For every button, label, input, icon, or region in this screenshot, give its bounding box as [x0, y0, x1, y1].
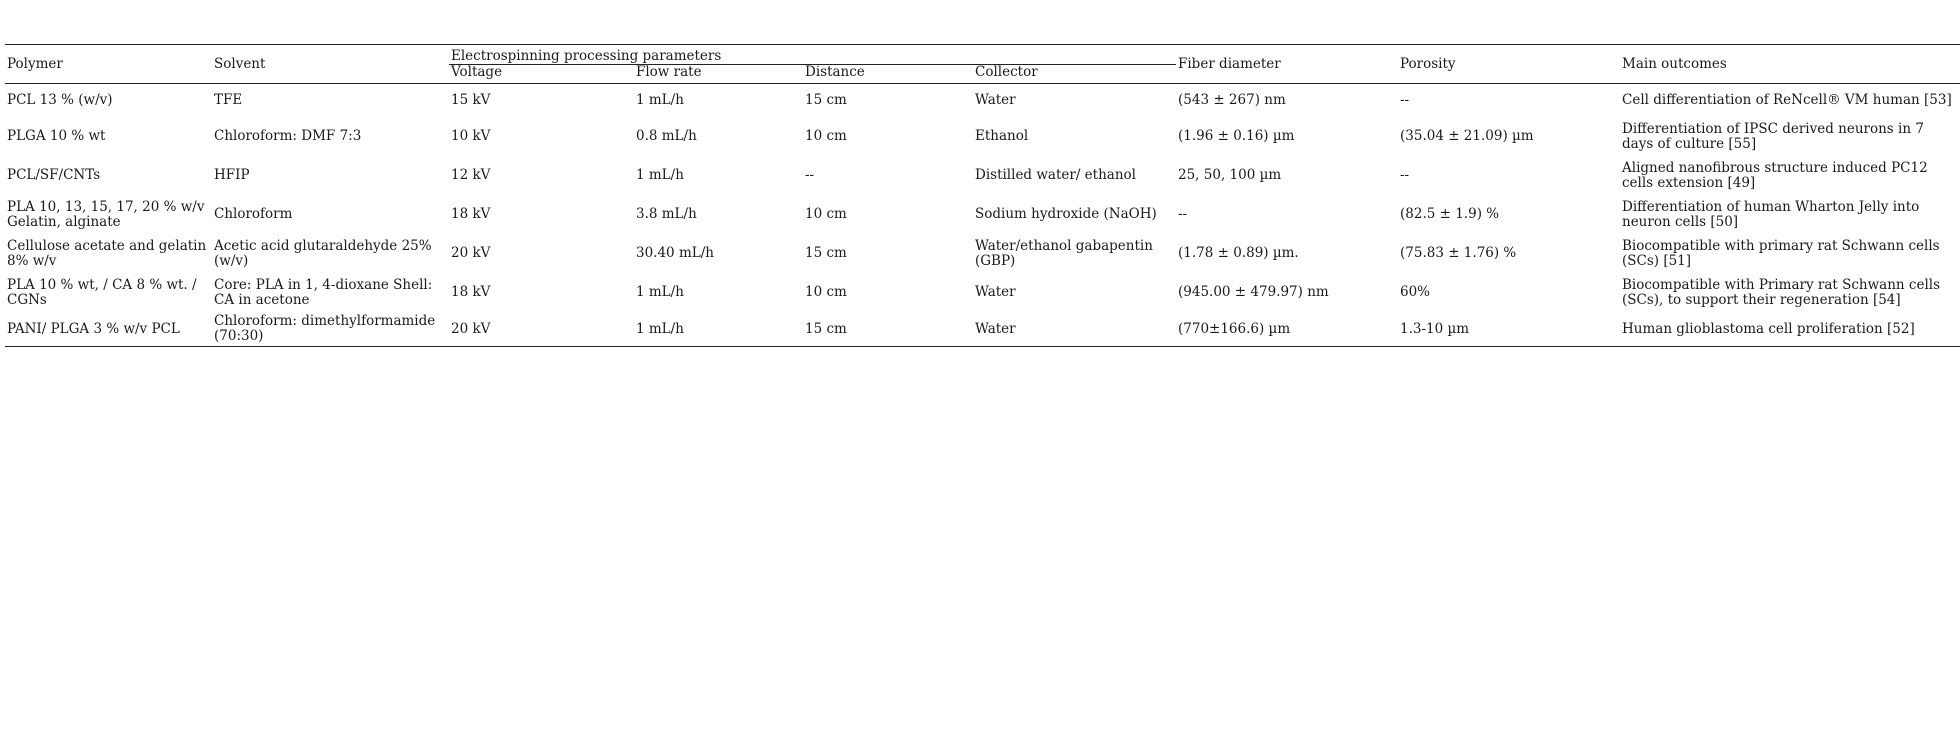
cell-fiber-diameter: (945.00 ± 479.97) nm: [1178, 284, 1329, 300]
header-polymer: Polymer: [5, 45, 212, 84]
cell-collector: Water/ethanol gabapentin (GBP): [975, 237, 1153, 269]
cell-porosity: (35.04 ± 21.09) µm: [1400, 128, 1534, 144]
cell-solvent: Chloroform: dimethylformamide (70:30): [212, 312, 449, 347]
cell-porosity: (82.5 ± 1.9) %: [1400, 206, 1500, 222]
cell-polymer: PANI/ PLGA 3 % w/v PCL: [5, 312, 212, 347]
cell-flow-rate: 0.8 mL/h: [636, 128, 697, 144]
cell-main-outcomes: Differentiation of human Wharton Jelly into neuron cells [50]: [1622, 198, 1920, 230]
cell-solvent: TFE: [214, 92, 243, 108]
cell-polymer: PLGA 10 % wt: [7, 128, 106, 144]
cell-polymer: PCL 13 % (w/v): [7, 92, 113, 108]
header-fiber-diameter: Fiber diameter: [1176, 45, 1398, 84]
cell-solvent: Chloroform: [214, 206, 293, 222]
table-row: [5, 273, 1960, 312]
cell-distance: --: [805, 167, 815, 183]
cell-collector: Water: [975, 284, 1016, 300]
cell-voltage: 20 kV: [451, 245, 491, 261]
cell-collector: Water: [975, 92, 1016, 108]
table-header: [5, 45, 1960, 84]
table-body: [5, 84, 1960, 347]
cell-solvent: Acetic acid glutaraldehyde 25% (w/v): [214, 237, 432, 269]
cell-porosity: (75.83 ± 1.76) %: [1400, 245, 1517, 261]
cell-voltage: 12 kV: [451, 167, 491, 183]
header-main-outcomes: Main outcomes: [1620, 45, 1960, 84]
cell-solvent: Core: PLA in 1, 4-dioxane Shell: CA in acetone: [214, 276, 433, 308]
cell-collector: Water: [973, 312, 1176, 347]
table-row: [5, 84, 1960, 118]
cell-voltage: 18 kV: [451, 206, 491, 222]
cell-distance: 10 cm: [805, 206, 847, 222]
cell-fiber-diameter: 25, 50, 100 µm: [1178, 167, 1282, 183]
cell-distance: 10 cm: [805, 284, 847, 300]
cell-porosity: --: [1400, 92, 1410, 108]
header-voltage: Voltage: [449, 65, 634, 84]
cell-flow-rate: 1 mL/h: [636, 167, 684, 183]
cell-main-outcomes: Cell differentiation of ReNcell® VM human [53]: [1622, 92, 1952, 108]
cell-flow-rate: 30.40 mL/h: [636, 245, 714, 261]
header-solvent: Solvent: [212, 45, 449, 84]
cell-distance: 15 cm: [803, 312, 973, 347]
cell-fiber-diameter: (543 ± 267) nm: [1178, 92, 1286, 108]
cell-voltage: 15 kV: [451, 92, 491, 108]
header-distance: Distance: [803, 65, 973, 84]
cell-flow-rate: 1 mL/h: [634, 312, 803, 347]
cell-fiber-diameter: (770±166.6) µm: [1176, 312, 1398, 347]
cell-polymer: PLA 10, 13, 15, 17, 20 % w/v Gelatin, alginate: [7, 198, 205, 230]
cell-flow-rate: 1 mL/h: [636, 92, 684, 108]
table-row: [5, 195, 1960, 234]
cell-solvent: HFIP: [214, 167, 250, 183]
cell-collector: Sodium hydroxide (NaOH): [975, 206, 1157, 222]
electrospinning-parameters-table: [5, 44, 1960, 347]
cell-polymer: PCL/SF/CNTs: [7, 167, 101, 183]
cell-flow-rate: 1 mL/h: [636, 284, 684, 300]
cell-main-outcomes: Differentiation of IPSC derived neurons in 7 days of culture [55]: [1622, 120, 1924, 152]
cell-distance: 15 cm: [805, 245, 847, 261]
table-row: [5, 117, 1960, 156]
cell-main-outcomes: Biocompatible with Primary rat Schwann cells (SCs), to support their regeneration [54]: [1622, 276, 1941, 308]
header-flow-rate: Flow rate: [634, 65, 803, 84]
cell-solvent: Chloroform: DMF 7:3: [214, 128, 362, 144]
header-electrospinning-parameters: Electrospinning processing parameters: [449, 45, 1176, 65]
cell-voltage: 10 kV: [451, 128, 491, 144]
cell-fiber-diameter: (1.96 ± 0.16) µm: [1178, 128, 1295, 144]
cell-distance: 10 cm: [805, 128, 847, 144]
cell-collector: Ethanol: [975, 128, 1029, 144]
cell-main-outcomes: Human glioblastoma cell proliferation [52]: [1620, 312, 1960, 347]
cell-main-outcomes: Aligned nanofibrous structure induced PC12 cells extension [49]: [1622, 159, 1928, 191]
cell-flow-rate: 3.8 mL/h: [636, 206, 697, 222]
table-row: [5, 312, 1960, 347]
cell-porosity: 60%: [1400, 284, 1431, 300]
cell-porosity: --: [1400, 167, 1410, 183]
cell-voltage: 18 kV: [451, 284, 491, 300]
cell-distance: 15 cm: [805, 92, 847, 108]
cell-voltage: 20 kV: [449, 312, 634, 347]
cell-collector: Distilled water/ ethanol: [975, 167, 1136, 183]
cell-polymer: PLA 10 % wt, / CA 8 % wt. / CGNs: [7, 276, 197, 308]
cell-main-outcomes: Biocompatible with primary rat Schwann cells (SCs) [51]: [1622, 237, 1940, 269]
header-collector: Collector: [973, 65, 1176, 84]
cell-fiber-diameter: --: [1178, 206, 1188, 222]
cell-fiber-diameter: (1.78 ± 0.89) µm.: [1178, 245, 1299, 261]
header-porosity: Porosity: [1398, 45, 1620, 84]
cell-porosity: 1.3-10 µm: [1398, 312, 1620, 347]
cell-polymer: Cellulose acetate and gelatin 8% w/v: [7, 237, 207, 269]
table-row: [5, 156, 1960, 195]
table-row: [5, 234, 1960, 273]
